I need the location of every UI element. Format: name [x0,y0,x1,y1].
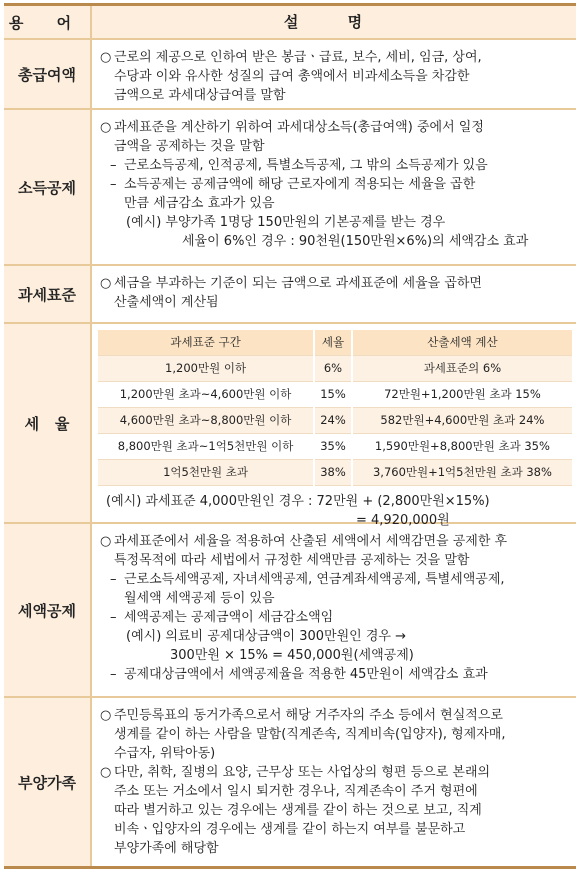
table-row: 8,800만원 초과~1억5천만원 이하 35% 1,590만원+8,800만원 초과 35% [98,434,572,460]
row-income-deduction [4,110,576,266]
desc-tax-credit: ○ 과세표준에서 세율을 적용하여 산출된 세액에서 세액감면을 공제한 후 특정목적에 따라 세법에서 규정한 세액만큼 공제하는 것을 말함 – 근로소득세액공제, 자녀세액공제, 연금계좌세액공제, 특별세액공제, 월세액 세액공제 등이 있음 – 세액공제는 공제금액이 세금감소액임 (예시) 의료비 공제대상금액이 300만원인 경우 → 300만원 × 15% = 450,000원(세액공제) – 공제대상금액에서 세액공제율을 적용한 45만원이 세액감소 효과 [92,524,576,696]
row-tax-rate [4,324,576,528]
term-total-salary: 총급여액 [4,40,92,108]
example-line: (예시) 의료비 공제대상금액이 300만원인 경우 → [126,629,406,644]
example-result: = 4,920,000원 [356,513,450,528]
row-total-salary [4,40,576,110]
table-row: 1,200만원 이하 6% 과세표준의 6% [98,356,572,382]
table-row: 1억5천만원 초과 38% 3,760만원+1억5천만원 초과 38% [98,460,572,486]
bullet-icon: ○ [100,276,112,291]
table-row: 1,200만원 초과~4,600만원 이하 15% 72만원+1,200만원 초과 15% [98,382,572,408]
desc-tax-rate [92,324,576,528]
bullet-icon: ○ [100,708,112,723]
example-result: 세율이 6%인 경우 : 90천원(150만원×6%)의 세액감소 효과 [182,234,529,249]
col-header-calc: 산출세액 계산 [352,330,572,356]
tax-rate-table [98,330,572,486]
bullet-icon: ○ [100,534,112,549]
desc-income-deduction: ○ 과세표준을 계산하기 위하여 과세대상소득(총급여액) 중에서 일정 금액을 공제하는 것을 말함 – 근로소득공제, 인적공제, 특별소득공제, 그 밖의 소득공제가 있음 – 소득공제는 공제금액에 해당 근로자에게 적용되는 세율을 곱한 만큼 세금감소 효과가 있음 (예시) 부양가족 1명당 150만원의 기본공제를 받는 경우 세율이 6%인 경우 : 90천원(150만원×6%)의 세액감소 효과 [92,110,576,264]
bullet-icon: ○ [100,50,112,65]
desc-total-salary: ○ 근로의 제공으로 인하여 받은 봉급ㆍ급료, 보수, 세비, 임금, 상여, 수당과 이와 유사한 성질의 급여 총액에서 비과세소득을 차감한 금액으로 과세대상급여를 말함 [100,50,482,103]
glossary-table [4,3,576,869]
dash-icon: – [110,667,117,682]
dash-icon: – [110,572,117,587]
dash-icon: – [110,610,117,625]
table-row: 4,600만원 초과~8,800만원 이하 24% 582만원+4,600만원 초과 24% [98,408,572,434]
row-tax-credit [4,524,576,698]
term-income-deduction: 소득공제 [4,110,92,264]
row-dependents [4,698,576,869]
table-header [4,3,576,40]
header-desc: 설 명 [92,6,576,38]
desc-tax-base: ○ 세금을 부과하는 기준이 되는 금액으로 과세표준에 세율을 곱하면 산출세액이 계산됨 [100,276,482,310]
example-line: (예시) 부양가족 1명당 150만원의 기본공제를 받는 경우 [126,215,446,230]
dash-icon: – [110,177,117,192]
dash-icon: – [110,158,117,173]
term-tax-credit: 세액공제 [4,524,92,696]
col-header-rate: 세율 [314,330,352,356]
term-tax-base: 과세표준 [4,266,92,322]
col-header-bracket: 과세표준 구간 [98,330,314,356]
bullet-icon: ○ [100,765,112,780]
row-tax-base [4,266,576,324]
example-line: (예시) 과세표준 4,000만원인 경우 : 72만원 + (2,800만원×15%) [106,494,490,509]
bullet-icon: ○ [100,120,112,135]
term-tax-rate: 세 율 [4,324,92,522]
header-term: 용 어 [4,6,92,38]
example-result: 300만원 × 15% = 450,000원(세액공제) [170,648,414,663]
desc-dependents: ○ 주민등록표의 동거가족으로서 해당 거주자의 주소 등에서 현실적으로 생계를 같이 하는 사람을 말함(직계존속, 직계비속(입양자), 형제자매, 수급자, 위탁아동) ○ 다만, 취학, 질병의 요양, 근무상 또는 사업상의 형편 등으로 본래의 주소 또는 거소에서 일시 퇴거한 경우나, 직계존속이 주거 형편에 따라 별거하고 있는 경우에는 생계를 같이 하는 것으로 보고, 직계 비속ㆍ입양자의 경우에는 생계를 같이 하는지 여부를 불문하고 부양가족에 해당함 [100,708,506,856]
term-dependents: 부양가족 [4,698,92,866]
